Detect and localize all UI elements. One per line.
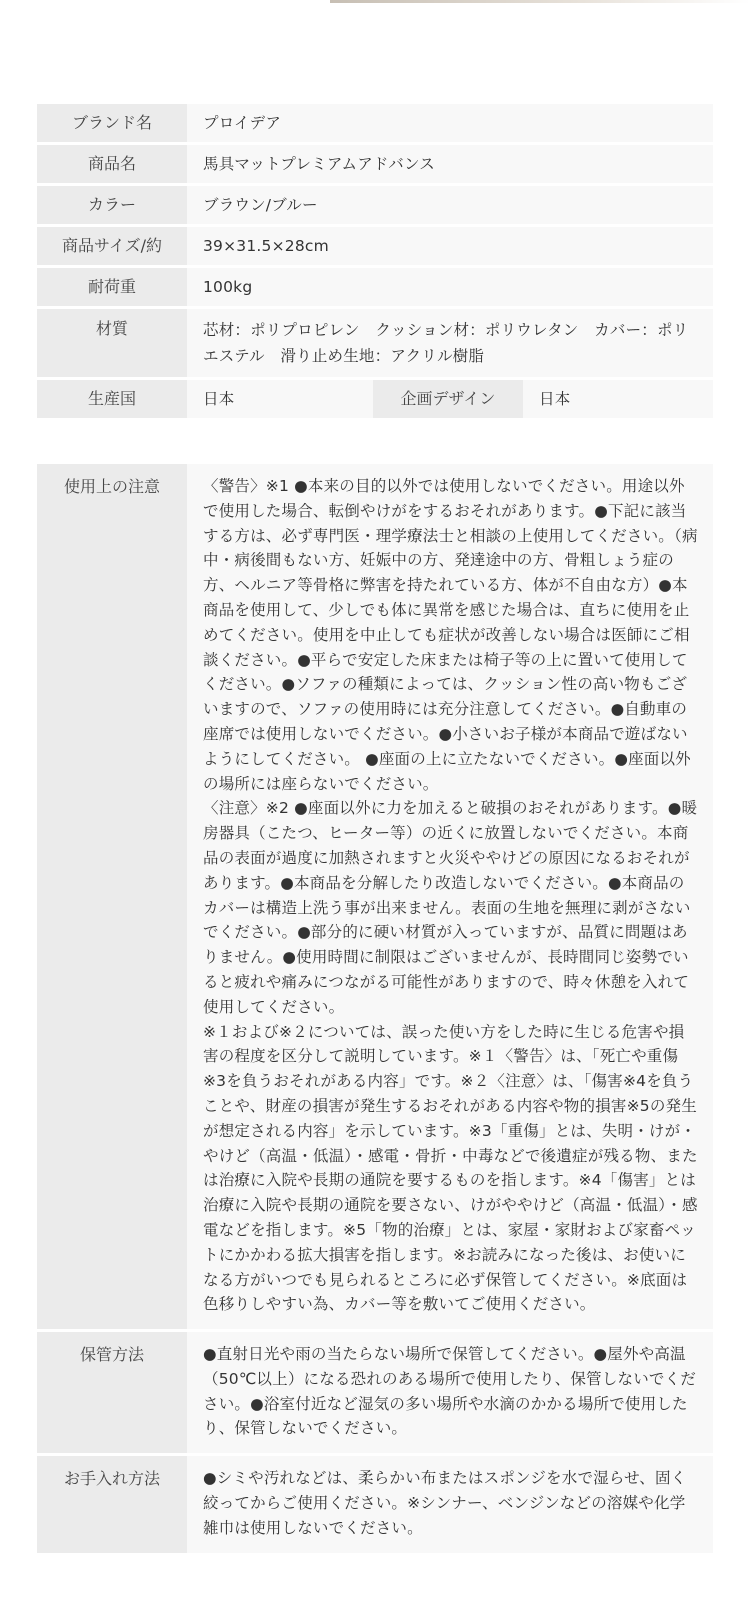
spec-row-material <box>37 308 713 379</box>
design-value: 日本 <box>523 379 713 420</box>
load-label: 耐荷重 <box>37 267 187 308</box>
origin-value: 日本 <box>187 379 373 420</box>
spec-row-product <box>37 144 713 185</box>
caution-warning-paragraph: 〈警告〉※1 ●本来の目的以外では使用しないでください。用途以外で使用した場合、転倒やけがをするおそれがあります。●下記に該当する方は、必ず専門医・理学療法士と相談の上使用してください。（病中・病後間もない方、妊娠中の方、発達途中の方、骨粗しょう症の方、ヘルニア等骨格に弊害を持たれている方、体が不自由な方）●本商品を使用して、少しでも体に異常を感じた場合は、直ちに使用を止めてください。使用を中止しても症状が改善しない場合は医師にご相談ください。●平らで安定した床または椅子等の上に置いて使用してください。●ソファの種類によっては、クッション性の高い物もございますので、ソファの使用時には充分注意してください。●自動車の座席では使用しないでください。●小さいお子様が本商品で遊ばないようにしてください。 ●座面の上に立たないでください。●座面以外の場所には座らないでください。 <box>203 477 698 793</box>
color-value: ブラウン/ブルー <box>187 185 713 226</box>
brand-value: プロイデア <box>187 104 713 144</box>
product-value: 馬具マットプレミアムアドバンス <box>187 144 713 185</box>
spec-row-size <box>37 226 713 267</box>
load-value: 100kg <box>187 267 713 308</box>
caution-value <box>187 464 713 1331</box>
material-label: 材質 <box>37 308 187 379</box>
header-image-edge <box>330 0 750 3</box>
caution-label: 使用上の注意 <box>37 464 187 1331</box>
size-label: 商品サイズ/約 <box>37 226 187 267</box>
size-value: 39×31.5×28cm <box>187 226 713 267</box>
spec-row-color <box>37 185 713 226</box>
spec-row-origin <box>37 379 713 420</box>
design-label: 企画デザイン <box>373 379 523 420</box>
spec-table <box>37 104 713 421</box>
caution-notice-paragraph: 〈注意〉※2 ●座面以外に力を加えると破損のおそれがあります。●暖房器具（こたつ、ヒーター等）の近くに放置しないでください。本商品の表面が過度に加熱されますと火災ややけどの原因になるおそれがあります。●本商品を分解したり改造しないでください。●本商品のカバーは構造上洗う事が出来ません。表面の生地を無理に剥がさないでください。●部分的に硬い材質が入っていますが、品質に問題はありません。●使用時間に制限はございませんが、長時間同じ姿勢でいると疲れや痛みにつながる可能性がありますので、時々休憩を入れて使用してください。 <box>203 799 698 1016</box>
spec-row-brand <box>37 104 713 144</box>
care-value: ●シミや汚れなどは、柔らかい布またはスポンジを水で湿らせ、固く絞ってからご使用ください。※シンナー、ベンジンなどの溶媒や化学雑巾は使用しないでください。 <box>187 1455 713 1554</box>
notes-table <box>37 464 713 1556</box>
brand-label: ブランド名 <box>37 104 187 144</box>
storage-value: ●直射日光や雨の当たらない場所で保管してください。●屋外や高温（50℃以上）になる恐れのある場所で使用したり、保管しないでください。●浴室付近など湿気の多い場所や水滴のかかる場所で使用したり、保管しないでください。 <box>187 1331 713 1455</box>
notes-row-care <box>37 1455 713 1554</box>
product-label: 商品名 <box>37 144 187 185</box>
notes-row-caution <box>37 464 713 1331</box>
care-label: お手入れ方法 <box>37 1455 187 1554</box>
storage-label: 保管方法 <box>37 1331 187 1455</box>
material-value: 芯材：ポリプロピレン クッション材：ポリウレタン カバー：ポリエステル 滑り止め生地：アクリル樹脂 <box>187 308 713 379</box>
notes-row-storage <box>37 1331 713 1455</box>
spec-row-load <box>37 267 713 308</box>
color-label: カラー <box>37 185 187 226</box>
origin-label: 生産国 <box>37 379 187 420</box>
caution-explanation-paragraph: ※１および※２については、誤った使い方をした時に生じる危害や損害の程度を区分して説明しています。※１〈警告〉は、「死亡や重傷※3を負うおそれがある内容」です。※２〈注意〉は、「傷害※4を負うことや、財産の損害が発生するおそれがある内容や物的損害※5の発生が想定される内容」を示しています。※3「重傷」とは、失明・けが・やけど（高温・低温）・感電・骨折・中毒などで後遺症が残る物、または治療に入院や長期の通院を要するものを指します。※4「傷害」とは治療に入院や長期の通院を要さない、けがややけど（高温・低温）・感電などを指します。※5「物的治療」とは、家屋・家財および家畜ペットにかかわる拡大損害を指します。※お読みになった後は、お使いになる方がいつでも見られるところに必ず保管してください。※底面は色移りしやすい為、カバー等を敷いてご使用ください。 <box>203 1022 698 1314</box>
